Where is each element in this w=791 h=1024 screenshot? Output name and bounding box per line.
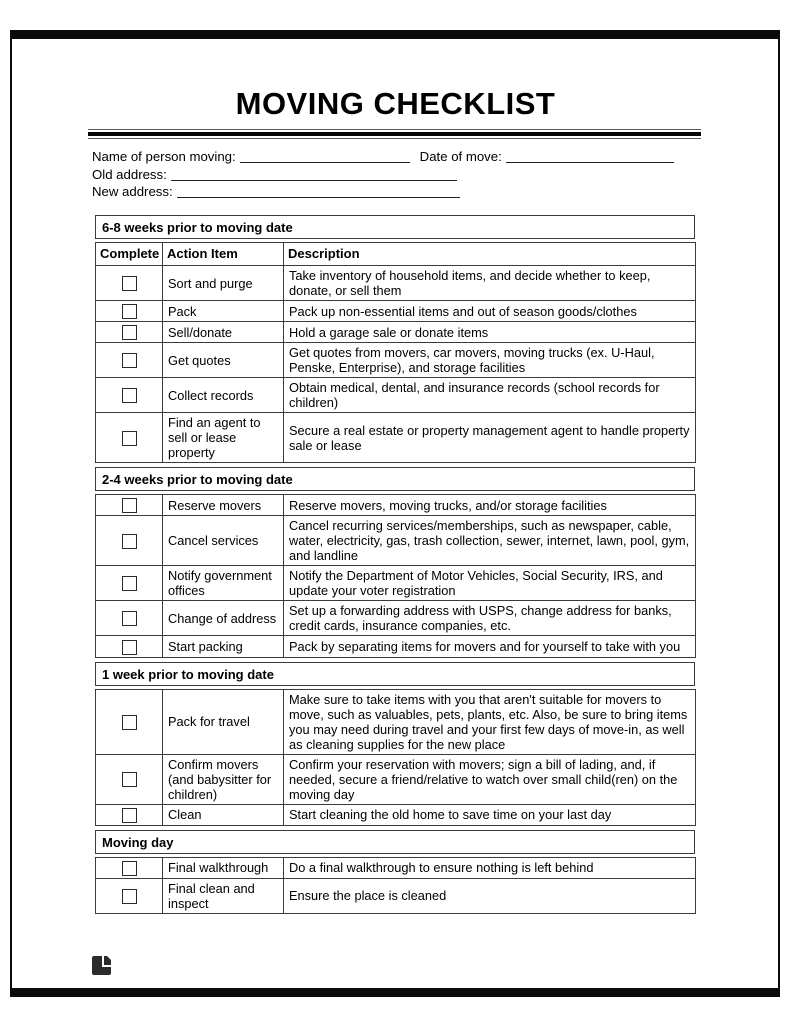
table-row xyxy=(96,413,696,463)
form-line-name-date xyxy=(92,148,674,166)
title-underline-thick xyxy=(88,132,701,137)
description-cell: Pack up non-essential items and out of season goods/clothes xyxy=(284,301,696,322)
description-cell: Cancel recurring services/memberships, such as newspaper, cable, water, electricity, gas, trash collection, sewer, internet, lawn, pool, gym, and landline xyxy=(284,516,696,566)
column-header-complete: Complete xyxy=(96,243,163,266)
checkbox[interactable] xyxy=(122,431,137,446)
complete-cell xyxy=(96,566,163,601)
checklist-rows-table xyxy=(95,689,696,826)
table-row xyxy=(96,878,696,913)
description-cell: Reserve movers, moving trucks, and/or storage facilities xyxy=(284,495,696,516)
name-label: Name of person moving: xyxy=(92,149,236,164)
checkbox[interactable] xyxy=(122,772,137,787)
table-row xyxy=(96,754,696,804)
checkbox[interactable] xyxy=(122,325,137,340)
complete-cell xyxy=(96,689,163,754)
column-header-row xyxy=(96,243,696,266)
description-cell: Secure a real estate or property management agent to handle property sale or lease xyxy=(284,413,696,463)
table-row xyxy=(96,378,696,413)
date-label: Date of move: xyxy=(419,149,502,164)
form-line-new-address xyxy=(92,183,674,201)
section-title: Moving day xyxy=(95,830,695,854)
complete-cell xyxy=(96,857,163,878)
logo-fold-corner-icon xyxy=(107,956,111,960)
checkbox[interactable] xyxy=(122,534,137,549)
description-cell: Ensure the place is cleaned xyxy=(284,878,696,913)
name-blank-line[interactable] xyxy=(240,150,410,163)
action-item-cell: Find an agent to sell or lease property xyxy=(163,413,284,463)
action-item-cell: Start packing xyxy=(163,636,284,657)
legal-templates-logo-icon xyxy=(92,956,111,975)
checkbox[interactable] xyxy=(122,304,137,319)
complete-cell xyxy=(96,413,163,463)
description-cell: Hold a garage sale or donate items xyxy=(284,322,696,343)
complete-cell xyxy=(96,378,163,413)
table-row xyxy=(96,804,696,825)
complete-cell xyxy=(96,804,163,825)
checkbox[interactable] xyxy=(122,889,137,904)
complete-cell xyxy=(96,601,163,636)
checkbox[interactable] xyxy=(122,861,137,876)
old-address-label: Old address: xyxy=(92,166,167,182)
section-title: 6-8 weeks prior to moving date xyxy=(95,215,695,239)
description-cell: Pack by separating items for movers and for yourself to take with you xyxy=(284,636,696,657)
complete-cell xyxy=(96,878,163,913)
action-item-cell: Pack for travel xyxy=(163,689,284,754)
description-cell: Notify the Department of Motor Vehicles, Social Security, IRS, and update your voter registration xyxy=(284,566,696,601)
section-title: 1 week prior to moving date xyxy=(95,662,695,686)
description-cell: Make sure to take items with you that aren't suitable for movers to move, such as valuables, pets, plants, etc. Also, be sure to bring items you may need during travel and your first few days of move-in, as well as cleaning supplies for the new place xyxy=(284,689,696,754)
action-item-cell: Notify government offices xyxy=(163,566,284,601)
table-row xyxy=(96,343,696,378)
complete-cell xyxy=(96,495,163,516)
description-cell: Get quotes from movers, car movers, moving trucks (ex. U-Haul, Penske, Enterprise), and storage facilities xyxy=(284,343,696,378)
action-item-cell: Get quotes xyxy=(163,343,284,378)
checkbox[interactable] xyxy=(122,576,137,591)
table-row xyxy=(96,495,696,516)
table-row xyxy=(96,322,696,343)
section-title: 2-4 weeks prior to moving date xyxy=(95,467,695,491)
column-header-description: Description xyxy=(284,243,696,266)
checklist-rows-table xyxy=(95,494,696,657)
column-header-action-item: Action Item xyxy=(163,243,284,266)
checkbox[interactable] xyxy=(122,715,137,730)
checkbox[interactable] xyxy=(122,640,137,655)
form-line-old-address xyxy=(92,166,674,184)
action-item-cell: Cancel services xyxy=(163,516,284,566)
complete-cell xyxy=(96,343,163,378)
complete-cell xyxy=(96,636,163,657)
old-address-blank-line[interactable] xyxy=(171,168,457,181)
complete-cell xyxy=(96,754,163,804)
form-fields xyxy=(92,148,674,201)
table-row xyxy=(96,601,696,636)
table-row xyxy=(96,689,696,754)
action-item-cell: Final clean and inspect xyxy=(163,878,284,913)
action-item-cell: Sort and purge xyxy=(163,266,284,301)
description-cell: Confirm your reservation with movers; sign a bill of lading, and, if needed, secure a friend/relative to watch over small child(ren) on the moving day xyxy=(284,754,696,804)
new-address-label: New address: xyxy=(92,184,173,199)
action-item-cell: Clean xyxy=(163,804,284,825)
description-cell: Take inventory of household items, and decide whether to keep, donate, or sell them xyxy=(284,266,696,301)
action-item-cell: Final walkthrough xyxy=(163,857,284,878)
table-row xyxy=(96,266,696,301)
complete-cell xyxy=(96,516,163,566)
complete-cell xyxy=(96,301,163,322)
description-cell: Set up a forwarding address with USPS, change address for banks, credit cards, insurance companies, etc. xyxy=(284,601,696,636)
description-cell: Start cleaning the old home to save time on your last day xyxy=(284,804,696,825)
checkbox[interactable] xyxy=(122,498,137,513)
checklist xyxy=(95,215,695,918)
table-row xyxy=(96,857,696,878)
action-item-cell: Sell/donate xyxy=(163,322,284,343)
checkbox[interactable] xyxy=(122,808,137,823)
complete-cell xyxy=(96,322,163,343)
action-item-cell: Reserve movers xyxy=(163,495,284,516)
action-item-cell: Confirm movers (and babysitter for children) xyxy=(163,754,284,804)
description-cell: Obtain medical, dental, and insurance records (school records for children) xyxy=(284,378,696,413)
title-underline-thin-top xyxy=(88,129,701,130)
page-title: MOVING CHECKLIST xyxy=(235,86,556,121)
action-item-cell: Collect records xyxy=(163,378,284,413)
date-blank-line[interactable] xyxy=(506,150,674,163)
table-row xyxy=(96,301,696,322)
checkbox[interactable] xyxy=(122,388,137,403)
action-item-cell: Change of address xyxy=(163,601,284,636)
table-row xyxy=(96,516,696,566)
checkbox[interactable] xyxy=(122,353,137,368)
checklist-rows-table xyxy=(95,242,696,463)
action-item-cell: Pack xyxy=(163,301,284,322)
new-address-blank-line[interactable] xyxy=(177,185,460,198)
checklist-rows-table xyxy=(95,857,696,914)
title-underline-thin-bottom xyxy=(88,138,701,139)
table-row xyxy=(96,636,696,657)
description-cell: Do a final walkthrough to ensure nothing is left behind xyxy=(284,857,696,878)
table-row xyxy=(96,566,696,601)
checkbox[interactable] xyxy=(122,276,137,291)
checkbox[interactable] xyxy=(122,611,137,626)
complete-cell xyxy=(96,266,163,301)
